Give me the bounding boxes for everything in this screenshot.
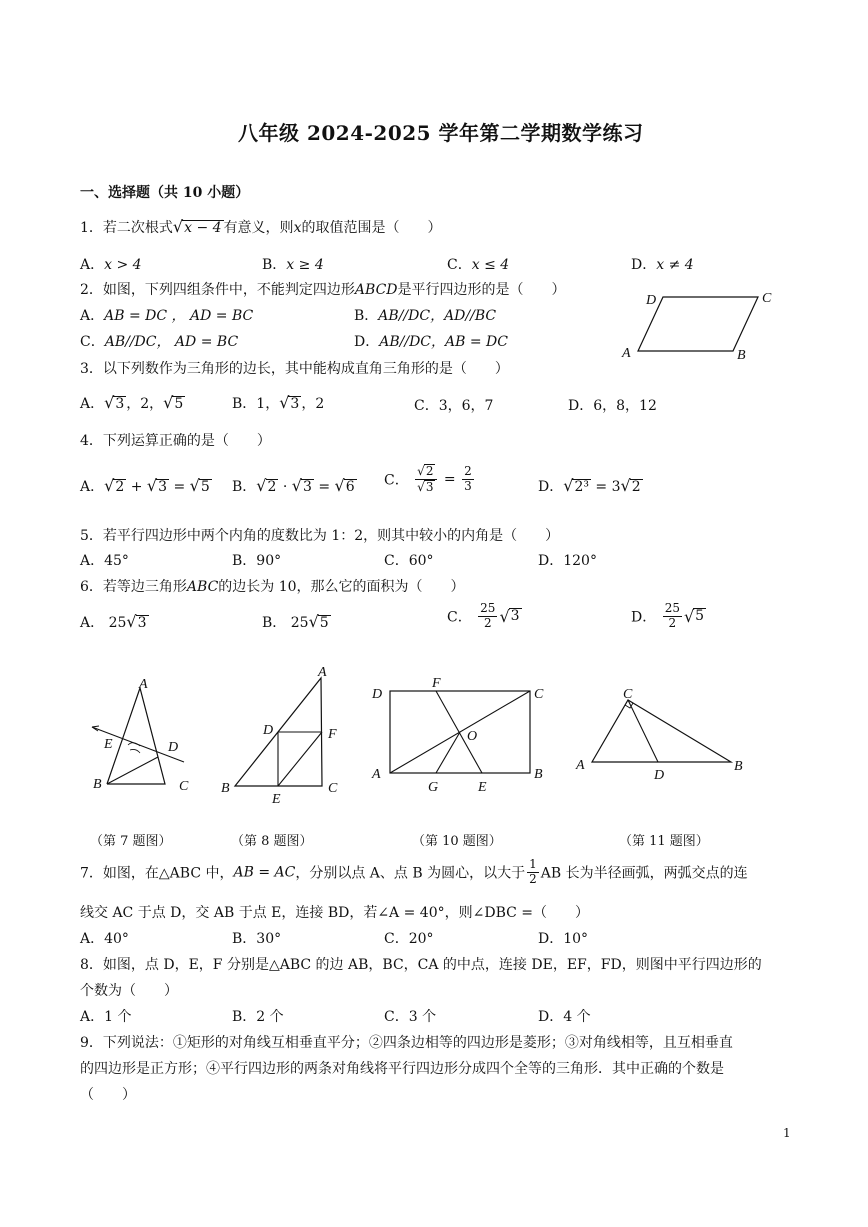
- q8-option-c: C．3 个: [384, 1009, 437, 1025]
- section-heading: 一、选择题（共 10 小题）: [80, 185, 250, 201]
- q5-option-c: C．60°: [384, 553, 434, 569]
- fig10-label-a: A: [372, 767, 381, 782]
- question-1: 1．若二次根式√x − 4 有意义，则x的取值范围是（ ）: [80, 217, 442, 236]
- fig10-label-g: G: [428, 780, 439, 795]
- q2-option-c: C．AB//DC， AD = BC: [80, 334, 239, 350]
- q7-option-d: D．10°: [538, 931, 589, 947]
- q8-option-b: B．2 个: [232, 1009, 284, 1025]
- question-9-line-2: 的四边形是正方形；④平行四边形的两条对角线将平行四边形分成四个全等的三角形．其中正确的个数是: [80, 1061, 724, 1077]
- q2-label-d: D: [646, 293, 657, 308]
- fig8-label-d: D: [263, 723, 274, 738]
- q1-option-a: A．x > 4: [80, 257, 142, 273]
- fig8-label-e: E: [272, 792, 281, 807]
- figure-8: [218, 660, 348, 810]
- fig11-caption: （第 11 题图）: [619, 834, 709, 849]
- fig7-caption: （第 7 题图）: [90, 834, 172, 849]
- fig10-label-b: B: [534, 767, 543, 782]
- fig11-label-c: C: [623, 687, 633, 702]
- question-4: 4．下列运算正确的是（ ）: [80, 433, 271, 449]
- q1-stem-2: 有意义，则: [223, 220, 294, 236]
- fig8-label-f: F: [328, 727, 337, 742]
- fig7-label-c: C: [179, 779, 189, 794]
- fig7-label-d: D: [168, 740, 179, 755]
- fig8-label-a: A: [318, 665, 327, 680]
- q8-option-a: A．1 个: [80, 1009, 132, 1025]
- q1-stem-3: 的取值范围是（ ）: [301, 220, 442, 236]
- question-2: 2．如图，下列四组条件中，不能判定四边形ABCD是平行四边形的是（ ）: [80, 282, 566, 298]
- q2-option-d: D．AB//DC，AB = DC: [354, 334, 508, 350]
- q6-option-b: B． 25√5: [262, 612, 329, 631]
- question-3: 3．以下列数作为三角形的边长，其中能构成直角三角形的是（ ）: [80, 361, 509, 377]
- fig8-label-c: C: [328, 781, 338, 796]
- fig10-caption: （第 10 题图）: [412, 834, 502, 849]
- question-6: 6．若等边三角形ABC的边长为 10，那么它的面积为（ ）: [80, 579, 465, 595]
- page-number: 1: [783, 1126, 791, 1140]
- q2-label-b: B: [737, 348, 746, 363]
- q7-option-c: C．20°: [384, 931, 434, 947]
- q6-option-c: C． $\frac{25}{2}$ √3: [447, 601, 520, 630]
- q1-option-d: D．x ≠ 4: [631, 257, 694, 273]
- q5-option-a: A．45°: [80, 553, 129, 569]
- fig10-label-f: F: [432, 676, 441, 691]
- question-7-line-1: 7．如图，在△ABC 中，AB = AC，分别以点 A、点 B 为圆心，以大于 $\frac{1}{2}$ AB 长为半径画弧，两弧交点的连: [80, 857, 748, 886]
- q1-radicand: x − 4: [184, 220, 222, 236]
- q3-option-b: B．1，√3 ，2: [232, 393, 325, 412]
- fig10-label-d: D: [372, 687, 383, 702]
- q3-option-d: D．6，8，12: [568, 398, 657, 414]
- question-9-line-1: 9．下列说法：①矩形的对角线互相垂直平分；②四条边相等的四边形是菱形；③对角线相等，且互相垂直: [80, 1035, 733, 1051]
- q2-option-a: A．AB = DC ， AD = BC: [80, 308, 254, 324]
- q6-option-d: D． $\frac{25}{2}$ √5: [631, 601, 705, 630]
- fig11-label-a: A: [576, 758, 585, 773]
- question-7-line-2: 线交 AC 于点 D，交 AB 于点 E，连接 BD，若∠A = 40°，则∠DBC =（ ）: [80, 905, 590, 921]
- figure-7: [88, 672, 208, 802]
- q7-option-a: A．40°: [80, 931, 129, 947]
- q6-option-a: A． 25√3: [80, 612, 147, 631]
- q2-label-c: C: [762, 291, 772, 306]
- q3-option-c: C．3，6，7: [414, 398, 494, 414]
- fig8-caption: （第 8 题图）: [231, 834, 313, 849]
- q5-option-d: D．120°: [538, 553, 597, 569]
- q7-option-b: B．30°: [232, 931, 282, 947]
- q4-option-d: D．√2³ = 3√2: [538, 476, 641, 495]
- fig11-label-d: D: [654, 768, 665, 783]
- fig10-label-e: E: [478, 780, 487, 795]
- figure-11: [572, 682, 752, 792]
- q4-option-a: A．√2 + √3 = √5: [80, 476, 210, 495]
- q1-var: x: [293, 220, 302, 236]
- fig7-label-a: A: [139, 677, 148, 692]
- question-9-line-3: （ ）: [80, 1087, 136, 1103]
- question-8-line-2: 个数为（ ）: [80, 983, 178, 999]
- fig7-label-e: E: [104, 737, 113, 752]
- question-8-line-1: 8．如图，点 D，E，F 分别是△ABC 的边 AB，BC，CA 的中点，连接 DE，EF，FD，则图中平行四边形的: [80, 957, 762, 973]
- q1-option-c: C．x ≤ 4: [447, 257, 510, 273]
- q4-option-c: C． $\frac{√2}{√3}$ = $\frac{2}{3}$: [384, 464, 472, 494]
- q2-option-b: B．AB//DC，AD//BC: [354, 308, 497, 324]
- figure-10: [368, 676, 558, 801]
- q5-option-b: B．90°: [232, 553, 282, 569]
- page-title: 八年级 2024-2025 学年第二学期数学练习: [238, 121, 644, 145]
- fig8-label-b: B: [221, 781, 230, 796]
- question-5: 5．若平行四边形中两个内角的度数比为 1：2，则其中较小的内角是（ ）: [80, 528, 560, 544]
- fig7-label-b: B: [93, 777, 102, 792]
- q1-stem: 1．若二次根式: [80, 220, 173, 236]
- q2-parallelogram-figure: [618, 288, 788, 368]
- q4-option-b: B．√2 · √3 = √6: [232, 476, 355, 495]
- q1-option-b: B．x ≥ 4: [262, 257, 324, 273]
- q3-option-a: A．√3 ，2，√5: [80, 393, 184, 412]
- fig10-label-o: O: [467, 729, 478, 744]
- fig10-label-c: C: [534, 687, 544, 702]
- q2-label-a: A: [622, 346, 631, 361]
- q8-option-d: D．4 个: [538, 1009, 591, 1025]
- fig11-label-b: B: [734, 759, 743, 774]
